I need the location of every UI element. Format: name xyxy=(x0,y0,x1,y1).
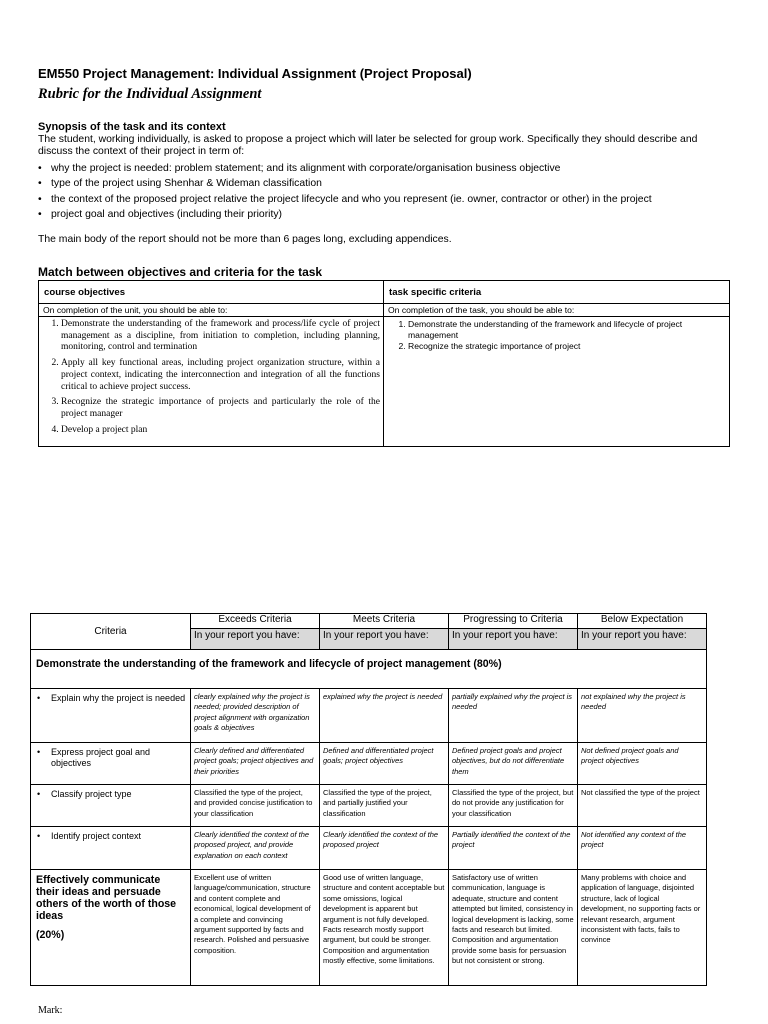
rubric-table xyxy=(30,613,707,986)
table-row xyxy=(31,743,707,785)
synopsis-bullet: • why the project is needed: problem statement; and its alignment with corporate/organisation business objective xyxy=(51,161,728,177)
section-heading xyxy=(31,650,707,689)
rubric-cell-exceeds: Classified the type of the project, and provided concise justification to your classification xyxy=(191,785,320,827)
rubric-cell-meets: Classified the type of the project, and partially justified your classification xyxy=(320,785,449,827)
level-subheader: In your report you have: xyxy=(191,629,320,650)
rubric-cell-exceeds: Clearly identified the context of the proposed project, and provide explanation on each context xyxy=(191,827,320,870)
criterion-cell xyxy=(31,785,191,827)
page-limit-note: The main body of the report should not be more than 6 pages long, excluding appendices. xyxy=(38,233,452,245)
level-header-exceeds: Exceeds Criteria xyxy=(191,614,320,629)
level-subheader: In your report you have: xyxy=(449,629,578,650)
course-objectives-header: course objectives xyxy=(39,281,384,304)
rubric-cell-exceeds: clearly explained why the project is needed; provided description of project alignment with organization goals & objectives xyxy=(191,689,320,743)
level-subheader: In your report you have: xyxy=(578,629,707,650)
synopsis-bullet: • the context of the proposed project relative the project lifecycle and who you represent (ie. owner, contractor or other) in the project xyxy=(51,192,728,208)
section-weight: (80%) xyxy=(473,658,502,670)
rubric-cell-progressing: Defined project goals and project objectives, but do not differentiate them xyxy=(449,743,578,785)
table-row xyxy=(31,689,707,743)
rubric-cell-progressing: Classified the type of the project, but do not provide any justification for your classification xyxy=(449,785,578,827)
table-row xyxy=(31,827,707,870)
level-header-progressing: Progressing to Criteria xyxy=(449,614,578,629)
rubric-cell-progressing: partially explained why the project is needed xyxy=(449,689,578,743)
bullet-mark: • xyxy=(37,693,41,703)
task-criterion-item: 1. Demonstrate the understanding of the framework and lifecycle of project management xyxy=(408,319,726,341)
course-objective-item: 4. Develop a project plan xyxy=(61,425,380,437)
rubric-cell-meets: explained why the project is needed xyxy=(320,689,449,743)
rubric-cell-meets: Defined and differentiated project goals; project objectives xyxy=(320,743,449,785)
rubric-cell-below: Not defined project goals and project objectives xyxy=(578,743,707,785)
criterion-label: Classify project type xyxy=(51,789,132,799)
synopsis-section xyxy=(38,121,728,246)
synopsis-bullet-list xyxy=(38,161,728,223)
course-objective-item: 2. Apply all key functional areas, including project organization structure, within a project context, indicating the interconnection and integration of all the functions critical to achieve project success. xyxy=(61,358,380,393)
criterion-cell xyxy=(31,743,191,785)
level-header-meets: Meets Criteria xyxy=(320,614,449,629)
synopsis-bullet: • project goal and objectives (including their priority) xyxy=(51,207,728,223)
task-criteria-header: task specific criteria xyxy=(384,281,730,304)
rubric-cell-meets: Good use of written language, structure and content acceptable but some omissions, logical development is apparent but argument is not fully developed. Facts research mostly support argument, but could be stronger. Composition and argumentation mostly effective, some limitations. xyxy=(320,870,449,986)
rubric-cell-below: Many problems with choice and application of language, disjointed structure, lack of logical development, no supporting facts or relevant research, argument inconsistent with facts, fails to convince xyxy=(578,870,707,986)
criterion-cell xyxy=(31,827,191,870)
criterion-cell xyxy=(31,870,191,986)
rubric-cell-meets: Clearly identified the context of the proposed project xyxy=(320,827,449,870)
task-criteria-intro: On completion of the task, you should be able to: xyxy=(384,304,730,317)
mark-label: Mark: xyxy=(38,1005,63,1016)
synopsis-intro: The student, working individually, is asked to propose a project which will later be selected for group work. Specifically they should describe and discuss the context of their project in term of: xyxy=(38,133,698,157)
synopsis-heading: Synopsis of the task and its context xyxy=(38,121,226,133)
table-row xyxy=(31,870,707,986)
rubric-cell-exceeds: Excellent use of written language/communication, structure and content complete and economical, logical development of a complete and convincing argument supported by facts and research. Polished and persuasive composition. xyxy=(191,870,320,986)
task-criteria-cell xyxy=(384,317,730,447)
page-title: EM550 Project Management: Individual Assignment (Project Proposal) xyxy=(38,66,472,81)
criteria-header: Criteria xyxy=(31,614,191,650)
course-objectives-cell xyxy=(39,317,384,447)
rubric-cell-below: Not classified the type of the project xyxy=(578,785,707,827)
rubric-cell-below: not explained why the project is needed xyxy=(578,689,707,743)
rubric-cell-below: Not identified any context of the project xyxy=(578,827,707,870)
objectives-table xyxy=(38,280,730,447)
bullet-mark: • xyxy=(37,789,41,799)
task-criteria-list xyxy=(388,319,726,351)
rubric-cell-progressing: Satisfactory use of written communication, language is adequate, structure and content attempted but limited, consistency in logical development is lacking, some facts and research but limited. Composition and argumentation provide some basis for persuasion but not consistent or strong. xyxy=(449,870,578,986)
criterion-label: Express project goal and objectives xyxy=(51,747,151,768)
criterion-weight: (20%) xyxy=(36,929,65,941)
level-subheader: In your report you have: xyxy=(320,629,449,650)
course-objectives-list xyxy=(41,319,380,436)
course-objective-item: 3. Recognize the strategic importance of projects and particularly the role of the project manager xyxy=(61,397,380,420)
course-objectives-intro: On completion of the unit, you should be able to: xyxy=(39,304,384,317)
synopsis-bullet: • type of the project using Shenhar & Wideman classification xyxy=(51,176,728,192)
bullet-mark: • xyxy=(37,831,41,841)
level-header-below: Below Expectation xyxy=(578,614,707,629)
task-criterion-item: 2. Recognize the strategic importance of project xyxy=(408,341,726,352)
rubric-cell-progressing: Partially identified the context of the project xyxy=(449,827,578,870)
criterion-cell xyxy=(31,689,191,743)
rubric-cell-exceeds: Clearly defined and differentiated project goals; project objectives and their priorities xyxy=(191,743,320,785)
criterion-label: Explain why the project is needed xyxy=(51,693,186,703)
page-subtitle: Rubric for the Individual Assignment xyxy=(38,86,262,102)
criterion-label: Identify project context xyxy=(51,831,142,841)
bullet-mark: • xyxy=(37,747,41,757)
criterion-label: Effectively communicate their ideas and persuade others of the worth of those ideas xyxy=(36,874,177,922)
table-row xyxy=(31,785,707,827)
section-title: Demonstrate the understanding of the framework and lifecycle of project management xyxy=(36,658,474,670)
course-objective-item: 1. Demonstrate the understanding of the framework and process/life cycle of project management as a discipline, from initiation to completion, including planning, monitoring, control and termination xyxy=(61,319,380,354)
match-heading: Match between objectives and criteria for the task xyxy=(38,265,323,279)
